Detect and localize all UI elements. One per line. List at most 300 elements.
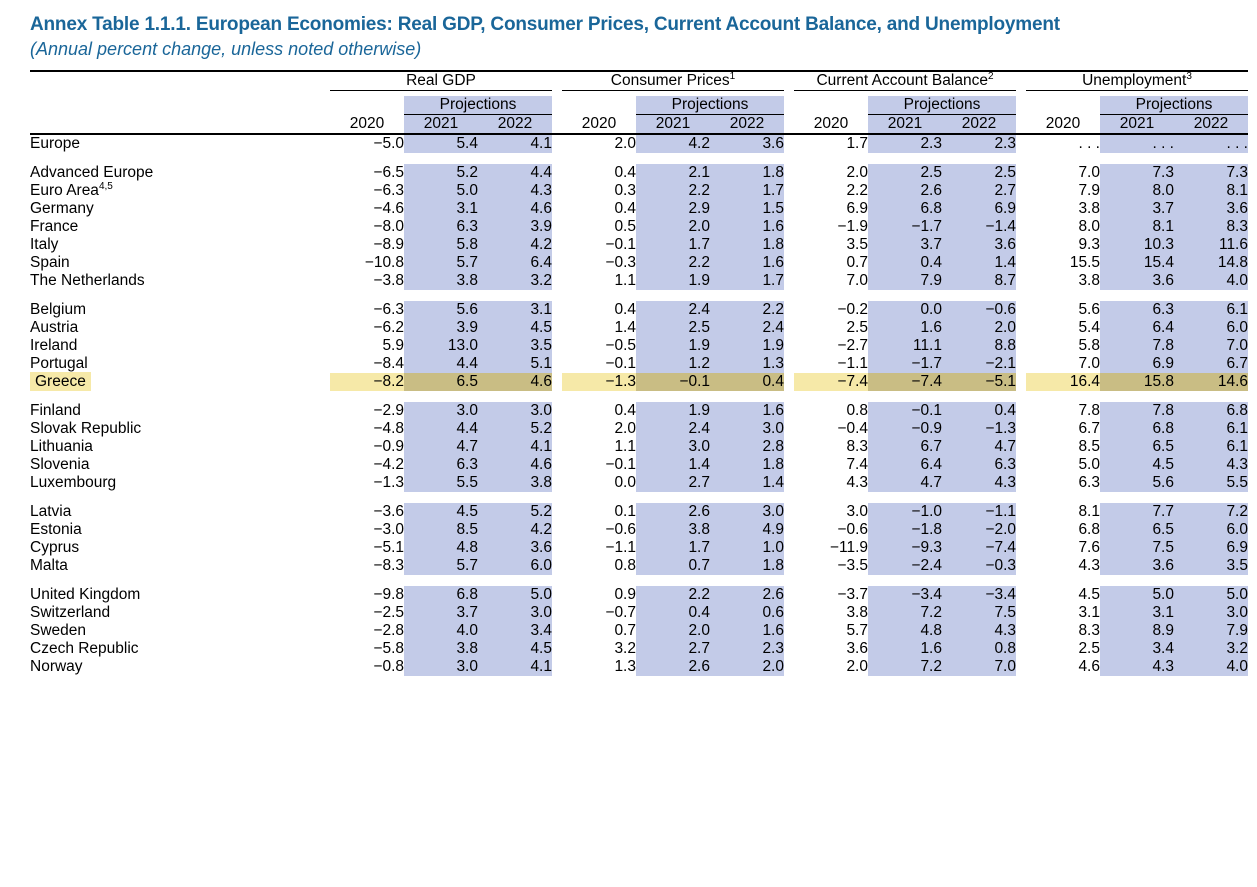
table-cell: 5.5 [404, 474, 478, 492]
table-cell: 5.5 [1174, 474, 1248, 492]
table-cell: 3.6 [1100, 272, 1174, 290]
table-cell: 6.0 [1174, 319, 1248, 337]
column-gap [1016, 586, 1026, 604]
column-gap [552, 200, 562, 218]
table-cell: 4.5 [1100, 456, 1174, 474]
year-2022: 2022 [710, 115, 784, 135]
table-cell: 6.4 [1100, 319, 1174, 337]
table-cell: 7.3 [1100, 164, 1174, 182]
column-gap [784, 586, 794, 604]
column-gap [1016, 503, 1026, 521]
table-cell: 1.8 [710, 236, 784, 254]
table-cell: −6.3 [373, 182, 404, 199]
row-label: Estonia [30, 521, 82, 538]
column-gap [1016, 658, 1026, 676]
table-cell: 2.0 [710, 658, 784, 676]
table-cell: −0.3 [605, 254, 636, 271]
table-cell: 8.1 [1078, 503, 1100, 520]
column-gap [1016, 557, 1026, 575]
table-cell: −4.6 [373, 200, 404, 217]
table-cell: −1.4 [942, 218, 1016, 236]
table-cell: 4.9 [710, 521, 784, 539]
table-cell: 3.9 [478, 218, 552, 236]
table-cell: 4.1 [478, 658, 552, 676]
table-cell: −2.8 [373, 622, 404, 639]
table-cell: 3.2 [614, 640, 636, 657]
table-cell: 7.0 [846, 272, 868, 289]
column-gap [552, 337, 562, 355]
table-cell: 4.8 [868, 622, 942, 640]
column-gap [552, 604, 562, 622]
column-gap [552, 218, 562, 236]
year-2022: 2022 [478, 115, 552, 135]
year-2020: 2020 [330, 115, 404, 135]
table-cell: 6.9 [846, 200, 868, 217]
table-cell: 14.6 [1174, 373, 1248, 391]
table-cell: 6.0 [478, 557, 552, 575]
table-cell: 1.6 [710, 402, 784, 420]
column-gap [1016, 337, 1026, 355]
table-cell: 1.6 [710, 622, 784, 640]
table-cell: 0.1 [614, 503, 636, 520]
row-label: Malta [30, 557, 68, 574]
table-cell: 2.0 [636, 622, 710, 640]
table-row [30, 420, 1248, 438]
row-label: Norway [30, 658, 83, 675]
table-cell: 4.6 [478, 373, 552, 391]
row-label: Ireland [30, 337, 78, 354]
table-cell: −2.5 [373, 604, 404, 621]
table-cell: −0.1 [868, 402, 942, 420]
table-cell: 5.1 [478, 355, 552, 373]
table-cell: −6.2 [373, 319, 404, 336]
table-cell: −1.3 [942, 420, 1016, 438]
table-cell: 7.8 [1078, 402, 1100, 419]
table-cell: 5.2 [404, 164, 478, 182]
table-cell: 3.4 [1100, 640, 1174, 658]
column-gap [1016, 539, 1026, 557]
row-label: France [30, 218, 79, 235]
table-cell: 0.4 [942, 402, 1016, 420]
table-cell: 4.2 [478, 236, 552, 254]
table-cell: 8.3 [1078, 622, 1100, 639]
table-cell: 5.7 [404, 557, 478, 575]
table-cell: 3.0 [710, 420, 784, 438]
table-cell: −0.7 [605, 604, 636, 621]
header-group-consumer-prices [562, 72, 784, 91]
column-gap [552, 373, 562, 391]
table-cell: 1.8 [710, 456, 784, 474]
table-row [30, 557, 1248, 575]
year-2021: 2021 [404, 115, 478, 135]
table-cell: 3.8 [404, 640, 478, 658]
table-cell: −8.2 [330, 373, 404, 391]
table-cell: 0.4 [614, 200, 636, 217]
table-cell: 6.7 [868, 438, 942, 456]
table-row [30, 521, 1248, 539]
annex-table [30, 70, 1248, 676]
column-gap [1016, 200, 1026, 218]
column-gap [1016, 420, 1026, 438]
table-cell: 6.0 [1174, 521, 1248, 539]
column-gap [552, 438, 562, 456]
table-cell: 5.0 [1174, 586, 1248, 604]
table-cell: 0.4 [868, 254, 942, 272]
table-cell: −3.7 [837, 586, 868, 603]
table-cell: 4.5 [404, 503, 478, 521]
footnote-marker: 3 [1186, 70, 1192, 82]
table-row [30, 402, 1248, 420]
row-label: Austria [30, 319, 79, 336]
table-cell: 2.7 [942, 182, 1016, 200]
table-cell: 7.8 [1100, 337, 1174, 355]
table-cell: 6.5 [404, 373, 478, 391]
table-cell: 3.6 [942, 236, 1016, 254]
table-cell: 5.6 [1100, 474, 1174, 492]
table-cell: −1.3 [373, 474, 404, 491]
table-cell: −1.3 [562, 373, 636, 391]
table-cell: 14.8 [1174, 254, 1248, 272]
table-cell: 0.8 [846, 402, 868, 419]
column-gap [784, 134, 794, 153]
page-title: Annex Table 1.1.1. European Economies: Real GDP, Consumer Prices, Current Account Balance, and Unemployment [30, 14, 1060, 35]
table-cell: 1.6 [710, 218, 784, 236]
table-row [30, 182, 1248, 200]
table-cell: −5.0 [373, 135, 404, 152]
column-gap [1016, 272, 1026, 290]
row-label: Latvia [30, 503, 72, 520]
column-gap [1016, 164, 1026, 182]
year-2021: 2021 [636, 115, 710, 135]
table-cell: −1.1 [942, 503, 1016, 521]
table-cell: 4.2 [636, 134, 710, 153]
table-cell: −3.5 [837, 557, 868, 574]
table-body [30, 134, 1248, 676]
table-row [30, 134, 1248, 153]
table-cell: 6.8 [1174, 402, 1248, 420]
table-cell: 0.4 [636, 604, 710, 622]
column-gap [1016, 402, 1026, 420]
table-cell: −5.1 [942, 373, 1016, 391]
table-cell: 5.4 [1078, 319, 1100, 336]
table-cell: −0.4 [837, 420, 868, 437]
footnote-marker: 1 [729, 70, 736, 82]
table-cell: −1.8 [868, 521, 942, 539]
table-cell: 2.3 [942, 134, 1016, 153]
table-cell: 2.5 [1078, 640, 1100, 657]
row-label: Sweden [30, 622, 87, 639]
table-cell: 3.8 [1078, 272, 1100, 289]
column-gap [552, 658, 562, 676]
table-cell: 3.5 [846, 236, 868, 253]
column-gap [784, 658, 794, 676]
table-cell: 0.0 [868, 301, 942, 319]
table-cell: 7.2 [1174, 503, 1248, 521]
column-gap [784, 420, 794, 438]
table-cell: −9.3 [868, 539, 942, 557]
table-cell: 5.8 [1078, 337, 1100, 354]
table-cell: 3.0 [710, 503, 784, 521]
table-cell: 7.9 [1078, 182, 1100, 199]
row-spacer [30, 575, 1248, 586]
table-cell: 6.3 [1100, 301, 1174, 319]
column-gap [1016, 182, 1026, 200]
table-cell: 4.3 [846, 474, 868, 491]
table-cell: 2.2 [636, 254, 710, 272]
column-gap [552, 301, 562, 319]
table-cell: −2.1 [942, 355, 1016, 373]
table-cell: 13.0 [404, 337, 478, 355]
table-cell: 6.8 [404, 586, 478, 604]
table-cell: 2.9 [636, 200, 710, 218]
table-cell: 4.6 [1078, 658, 1100, 675]
projections-label-cab: Projections [868, 96, 1016, 115]
table-cell: −0.1 [605, 456, 636, 473]
column-gap [552, 640, 562, 658]
header-group-label: Real GDP [406, 72, 476, 89]
table-cell: 3.8 [1078, 200, 1100, 217]
column-gap [552, 539, 562, 557]
table-cell: . . . [1078, 135, 1100, 152]
row-label: Slovak Republic [30, 420, 142, 437]
table-cell: 2.0 [846, 658, 868, 675]
column-gap [784, 200, 794, 218]
column-gap [784, 503, 794, 521]
column-gap [784, 355, 794, 373]
table-cell: 3.1 [1078, 604, 1100, 621]
table-cell: 3.0 [478, 402, 552, 420]
table-cell: 6.8 [868, 200, 942, 218]
table-cell: 0.8 [942, 640, 1016, 658]
table-cell: 3.8 [846, 604, 868, 621]
table-cell: 1.4 [636, 456, 710, 474]
column-gap [1016, 301, 1026, 319]
table-cell: 4.7 [942, 438, 1016, 456]
table-row [30, 254, 1248, 272]
table-cell: 4.3 [942, 474, 1016, 492]
table-cell: 0.4 [710, 373, 784, 391]
table-cell: −0.1 [636, 373, 710, 391]
table-cell: 6.1 [1174, 301, 1248, 319]
table-cell: 3.7 [868, 236, 942, 254]
table-cell: 0.9 [614, 586, 636, 603]
table-cell: −0.2 [837, 301, 868, 318]
table-row [30, 236, 1248, 254]
table-cell: 1.7 [846, 135, 868, 152]
table-cell: 1.3 [710, 355, 784, 373]
header-group-real-gdp [330, 72, 552, 91]
table-cell: 0.7 [614, 622, 636, 639]
row-label: Belgium [30, 301, 86, 318]
table-cell: 5.8 [404, 236, 478, 254]
table-cell: 8.3 [1174, 218, 1248, 236]
table-cell: 4.3 [1174, 456, 1248, 474]
table-cell: 4.5 [478, 640, 552, 658]
column-gap [1016, 622, 1026, 640]
table-cell: 6.3 [1078, 474, 1100, 491]
table-cell: 7.2 [868, 658, 942, 676]
table-cell: −3.8 [373, 272, 404, 289]
table-cell: 6.8 [1100, 420, 1174, 438]
column-gap [552, 420, 562, 438]
table-cell: 2.5 [636, 319, 710, 337]
column-gap [784, 337, 794, 355]
table-row [30, 272, 1248, 290]
row-spacer [30, 391, 1248, 402]
table-cell: 2.7 [636, 640, 710, 658]
table-row [30, 539, 1248, 557]
column-gap [784, 539, 794, 557]
table-cell: 2.5 [868, 164, 942, 182]
column-gap [1016, 521, 1026, 539]
table-cell: 6.9 [1174, 539, 1248, 557]
table-cell: 6.8 [1078, 521, 1100, 538]
table-cell: 3.1 [478, 301, 552, 319]
table-cell: −7.4 [868, 373, 942, 391]
table-cell: −9.8 [373, 586, 404, 603]
table-cell: 1.4 [942, 254, 1016, 272]
table-cell: 1.4 [710, 474, 784, 492]
table-cell: 4.4 [404, 420, 478, 438]
table-cell: 1.9 [636, 402, 710, 420]
header-projections [30, 96, 1248, 115]
year-2020: 2020 [1026, 115, 1100, 135]
table-cell: 3.2 [1174, 640, 1248, 658]
table-cell: 6.7 [1174, 355, 1248, 373]
table-cell: 3.6 [846, 640, 868, 657]
table-cell: 2.5 [846, 319, 868, 336]
row-label: Slovenia [30, 456, 90, 473]
table-cell: −1.7 [868, 355, 942, 373]
table-row [30, 474, 1248, 492]
table-cell: 1.0 [710, 539, 784, 557]
column-gap [784, 301, 794, 319]
table-cell: 11.1 [868, 337, 942, 355]
table-cell: −0.6 [942, 301, 1016, 319]
column-gap [784, 236, 794, 254]
projections-label-gdp: Projections [404, 96, 552, 115]
table-cell: 1.3 [614, 658, 636, 675]
table-cell: −5.1 [373, 539, 404, 556]
table-cell: 2.7 [636, 474, 710, 492]
table-cell: −3.4 [868, 586, 942, 604]
table-cell: −8.0 [373, 218, 404, 235]
table-cell: 0.7 [636, 557, 710, 575]
table-cell: 2.4 [636, 301, 710, 319]
table-cell: 3.5 [1174, 557, 1248, 575]
table-cell: 4.7 [868, 474, 942, 492]
table-cell: 3.0 [1174, 604, 1248, 622]
table-row [30, 301, 1248, 319]
row-label: United Kingdom [30, 586, 141, 603]
column-gap [784, 272, 794, 290]
column-gap [552, 355, 562, 373]
year-2022: 2022 [942, 115, 1016, 135]
table-cell: 8.9 [1100, 622, 1174, 640]
table-cell: 10.3 [1100, 236, 1174, 254]
table-cell: −1.9 [837, 218, 868, 235]
table-cell: 2.6 [710, 586, 784, 604]
table-cell: 2.6 [868, 182, 942, 200]
table-cell: 7.8 [1100, 402, 1174, 420]
row-spacer [30, 492, 1248, 503]
table-row [30, 438, 1248, 456]
table-cell: 7.3 [1174, 164, 1248, 182]
table-cell: 1.8 [710, 164, 784, 182]
column-gap [784, 438, 794, 456]
footnote-marker: 2 [987, 70, 994, 82]
table-row [30, 640, 1248, 658]
table-cell: 4.7 [404, 438, 478, 456]
table-cell: 3.9 [404, 319, 478, 337]
column-gap [784, 456, 794, 474]
column-gap [552, 254, 562, 272]
table-cell: 6.9 [942, 200, 1016, 218]
table-cell: −10.8 [364, 254, 404, 271]
table-cell: 4.0 [404, 622, 478, 640]
table-cell: 2.0 [614, 135, 636, 152]
table-cell: 1.6 [868, 640, 942, 658]
table-cell: 1.7 [636, 236, 710, 254]
column-gap [552, 402, 562, 420]
table-cell: 0.4 [614, 402, 636, 419]
table-cell: . . . [1174, 134, 1248, 153]
table-cell: 0.4 [614, 301, 636, 318]
table-cell: 3.0 [404, 658, 478, 676]
table-cell: −5.8 [373, 640, 404, 657]
table-cell: −0.6 [605, 521, 636, 538]
table-cell: 7.9 [1174, 622, 1248, 640]
table-cell: −4.2 [373, 456, 404, 473]
year-2021: 2021 [868, 115, 942, 135]
table-cell: −3.0 [373, 521, 404, 538]
table-cell: 2.6 [636, 503, 710, 521]
table-cell: 4.1 [478, 438, 552, 456]
column-gap [784, 474, 794, 492]
column-gap [1016, 134, 1026, 153]
table-cell: 2.0 [636, 218, 710, 236]
row-label: Cyprus [30, 539, 80, 556]
column-gap [1016, 236, 1026, 254]
table-cell: 3.6 [1100, 557, 1174, 575]
header-group-label: Current Account Balance [816, 72, 988, 89]
table-cell: −4.8 [373, 420, 404, 437]
column-gap [784, 373, 794, 391]
table-cell: 4.4 [404, 355, 478, 373]
table-cell: 1.2 [636, 355, 710, 373]
table-cell: 5.7 [846, 622, 868, 639]
table-cell: 6.3 [404, 218, 478, 236]
projections-label-cpi: Projections [636, 96, 784, 115]
table-cell: −0.6 [837, 521, 868, 538]
table-cell: 1.9 [636, 337, 710, 355]
table-cell: 2.1 [636, 164, 710, 182]
header-groups [30, 72, 1248, 91]
projections-label-unemp: Projections [1100, 96, 1248, 115]
table-cell: 4.5 [1078, 586, 1100, 603]
table-row [30, 622, 1248, 640]
header-group-current-account [794, 72, 1016, 91]
table-row [30, 337, 1248, 355]
table-cell: −8.9 [373, 236, 404, 253]
header-group-unemployment [1026, 72, 1248, 91]
table-cell: −2.7 [837, 337, 868, 354]
table-cell: 2.2 [710, 301, 784, 319]
table-row [30, 373, 1248, 391]
table-cell: 8.0 [1078, 218, 1100, 235]
table-cell: −2.4 [868, 557, 942, 575]
table-cell: 6.9 [1100, 355, 1174, 373]
